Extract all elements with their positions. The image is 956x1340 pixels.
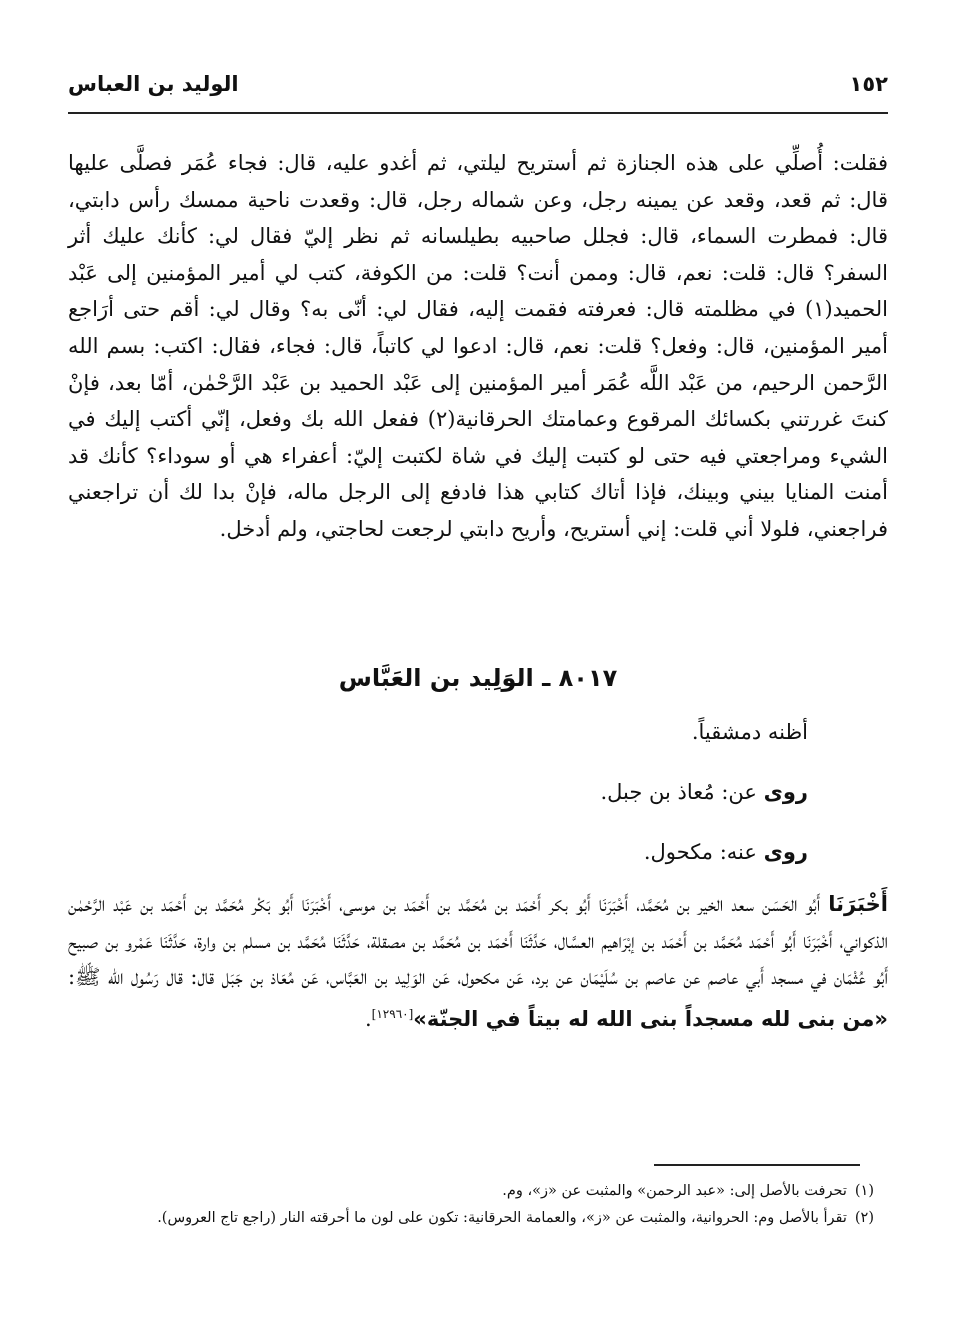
footnote-number: (١) <box>854 1183 874 1199</box>
header-rule <box>68 112 888 114</box>
page-header <box>68 60 888 114</box>
isnad-paragraph <box>68 886 888 1037</box>
entry-origin: أظنه دمشقياً. <box>691 720 808 744</box>
narrated-by-label: روى <box>763 840 808 864</box>
isnad-chain: أَبُو الحَسَن سعد الخير بن مُحَمَّد، أَخْبَرَنَا أَبُو بكر أَحْمَد بن مُحَمَّد بن أَحْمَد بن موسى، أَخْبَرَنَا أَبُو بَكْر مُحَمَّد بن أَحْمَد بن عَبْد الرَّحْمٰن الذكواني، أَخْبَرَنَا أَبُو أَحْمَد مُحَمَّد بن أَحْمَد بن إبْرَاهيم العسَّال، حَدَّثَنَا أَحْمَد بن مُحَمَّد بن مصقلة، حَدَّثَنَا مُحَمَّد بن مسلم بن وارة، حَدَّثَنَا عَمْرو بن صبيح أَبُو عُثْمَان في مسجد أَبي عاصم عن عاصم بن سُلَيْمَان عن برد، عَن مكحول، عَن الوَلِيد بن العَبَّاس، عَن مُعَاذ بن جَبَل قال: قال رَسُول الله ﷺ: <box>68 892 888 990</box>
footnote-2 <box>68 1205 874 1232</box>
paragraph-narrative: فقلت: أُصلِّي على هذه الجنازة ثم أستريح ليلتي، ثم أغدو عليه، قال: فجاء عُمَر فصلَّى عليها قال: ثم قعد، وقعد عن يمينه رجل، وعن شماله رجل، قال: وقعدت ناحية ممسك رأس دابتي، قال: فمطرت السماء، قال: فجلل صاحبيه بطيلسانه ثم نظر إليّ فقال لي: كأنك عليك أثر السفر؟ قال: قلت: نعم، قال: وممن أنت؟ قلت: من الكوفة، كتب لي أمير المؤمنين إلى عَبْد الحميد(١) في مظلمته قال: فعرفته فقمت إليه، فقال لي: أنّى به؟ وقال لي: أقم حتى أرَاجع أمير المؤمنين، قال: وفعل؟ قلت: نعم، قال: ادعوا لي كاتباً، قال: فجاء، فقال: اكتب: بسم الله الرَّحمن الرحيم، من عَبْد اللَّه عُمَر أمير المؤمنين إلى عَبْد الحميد بن عَبْد الرَّحْمٰن، أمّا بعد، فإنْ كنتَ غررتني بكسائك المرقوع وعمامتك الحرقانية(٢) ففعل الله بك وفعل، إنّي أكتب إليك في الشيء ومراجعتي فيه حتى لو كتبت إليك في شاة لكتبت إليّ: أعفراء هي أو سوداء؟ كأنك قد أمنت المنايا بيني وبينك، فإذا أتاك كتابي هذا فادفع إلى الرجل ماله، فإنْ بدا لك أن تراجعني فراجعني، فلولا أني قلت: إني أستريح، وأريح دابتي لرجعت لحاجتي، ولم أدخل. <box>68 151 888 541</box>
narrated-by-text: عنه: مكحول. <box>643 840 764 864</box>
footnote-rule <box>654 1164 860 1166</box>
footnote-number: (٢) <box>854 1210 874 1226</box>
entry-heading: ٨٠١٧ ـ الوَلِيد بن العَبَّاس <box>338 664 618 692</box>
running-title: الوليد بن العباس <box>68 72 239 96</box>
footnotes <box>68 1178 874 1232</box>
isnad-end: . <box>364 1006 372 1031</box>
footnote-text: تحرفت بالأصل إلى: «عبد الرحمن» والمثبت عن «ز»، وم. <box>502 1183 847 1199</box>
hadith-quote: «من بنى لله مسجداً بنى الله له بيتاً في الجنّة» <box>413 1006 888 1031</box>
narrated-from-label: روى <box>763 780 808 804</box>
narrated-from-text: عن: مُعاذ بن جبل. <box>600 780 764 804</box>
page-number: ١٥٢ <box>849 72 888 96</box>
hadith-reference: [١٢٩٦٠] <box>371 1006 414 1021</box>
narrated-from-line <box>600 780 808 804</box>
footnote-text: تقرأ بالأصل وم: الحروانية، والمثبت عن «ز»، والعمامة الحرقانية: تكون على لون ما أحرقته النار (راجع تاج العروس). <box>157 1210 847 1226</box>
footnote-1 <box>68 1178 874 1205</box>
isnad-lead-word: أَخْبَرَنَا <box>828 892 888 916</box>
narrated-by-line <box>644 840 808 864</box>
